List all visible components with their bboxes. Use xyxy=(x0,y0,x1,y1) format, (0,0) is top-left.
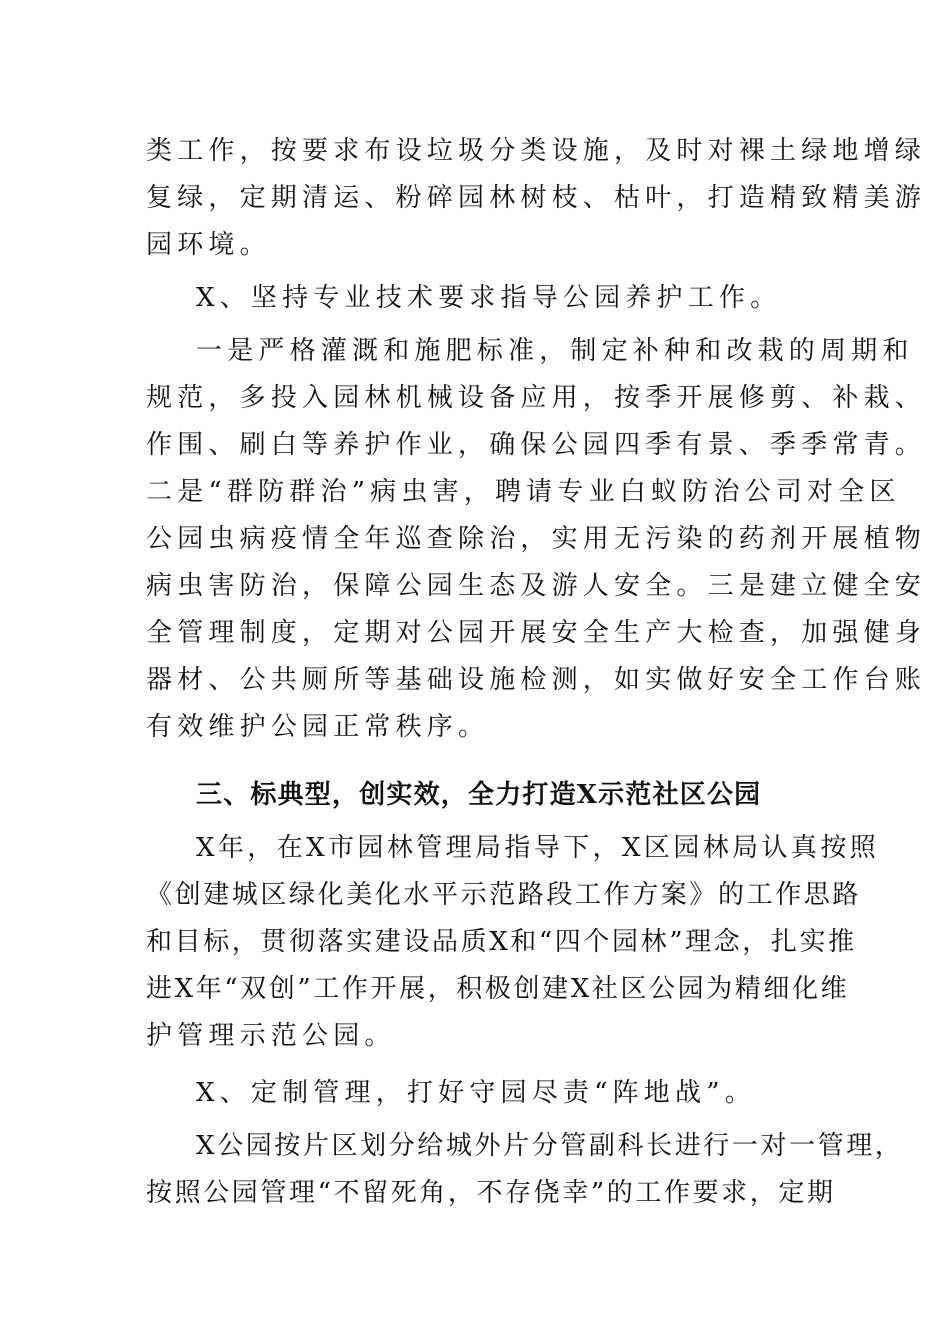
body-text-line: 进X年“双创”工作开展，积极创建X社区公园为精细化维 xyxy=(146,974,850,1004)
body-text-line: 规范，多投入园林机械设备应用，按季开展修剪、补栽、 xyxy=(146,383,927,413)
section-subheading: X、定制管理，打好守园尽责“阵地战”。 xyxy=(196,1078,756,1108)
body-text-line: 作围、刷白等养护作业，确保公园四季有景、季季常青。 xyxy=(146,430,927,460)
body-text-line: 类工作，按要求布设垃圾分类设施，及时对裸土绿地增绿 xyxy=(146,136,927,166)
body-text-line: 公园虫病疫情全年巡查除治，实用无污染的药剂开展植物 xyxy=(146,524,927,554)
body-text-line: 一是严格灌溉和施肥标准，制定补种和改栽的周期和 xyxy=(196,336,914,366)
body-text-line: 《创建城区绿化美化水平示范路段工作方案》的工作思路 xyxy=(146,880,862,910)
body-text-line: X年，在X市园林管理局指导下，X区园林局认真按照 xyxy=(196,833,880,863)
body-text-line: 按照公园管理“不留死角，不存侥幸”的工作要求，定期 xyxy=(146,1178,836,1208)
body-text-line: 器材、公共厕所等基础设施检测，如实做好安全工作台账 xyxy=(146,665,927,695)
body-text-line: 全管理制度，定期对公园开展安全生产大检查，加强健身 xyxy=(146,618,927,648)
body-text-line: 复绿，定期清运、粉碎园林树枝、枯叶，打造精致精美游 xyxy=(146,183,927,213)
section-subheading: X、坚持专业技术要求指导公园养护工作。 xyxy=(196,283,782,313)
body-text-line: 有效维护公园正常秩序。 xyxy=(146,712,490,742)
body-text-line: X公园按片区划分给城外片分管副科长进行一对一管理， xyxy=(196,1131,904,1161)
section-heading: 三、标典型，创实效，全力打造X示范社区公园 xyxy=(196,780,762,810)
body-text-line: 护管理示范公园。 xyxy=(146,1021,396,1051)
body-text-line: 二是“群防群治”病虫害，聘请专业白蚁防治公司对全区 xyxy=(146,477,901,507)
body-text-line: 园环境。 xyxy=(146,230,271,260)
body-text-line: 和目标，贯彻落实建设品质X和“四个园林”理念，扎实推 xyxy=(146,927,857,957)
body-text-line: 病虫害防治，保障公园生态及游人安全。三是建立健全安 xyxy=(146,571,927,601)
